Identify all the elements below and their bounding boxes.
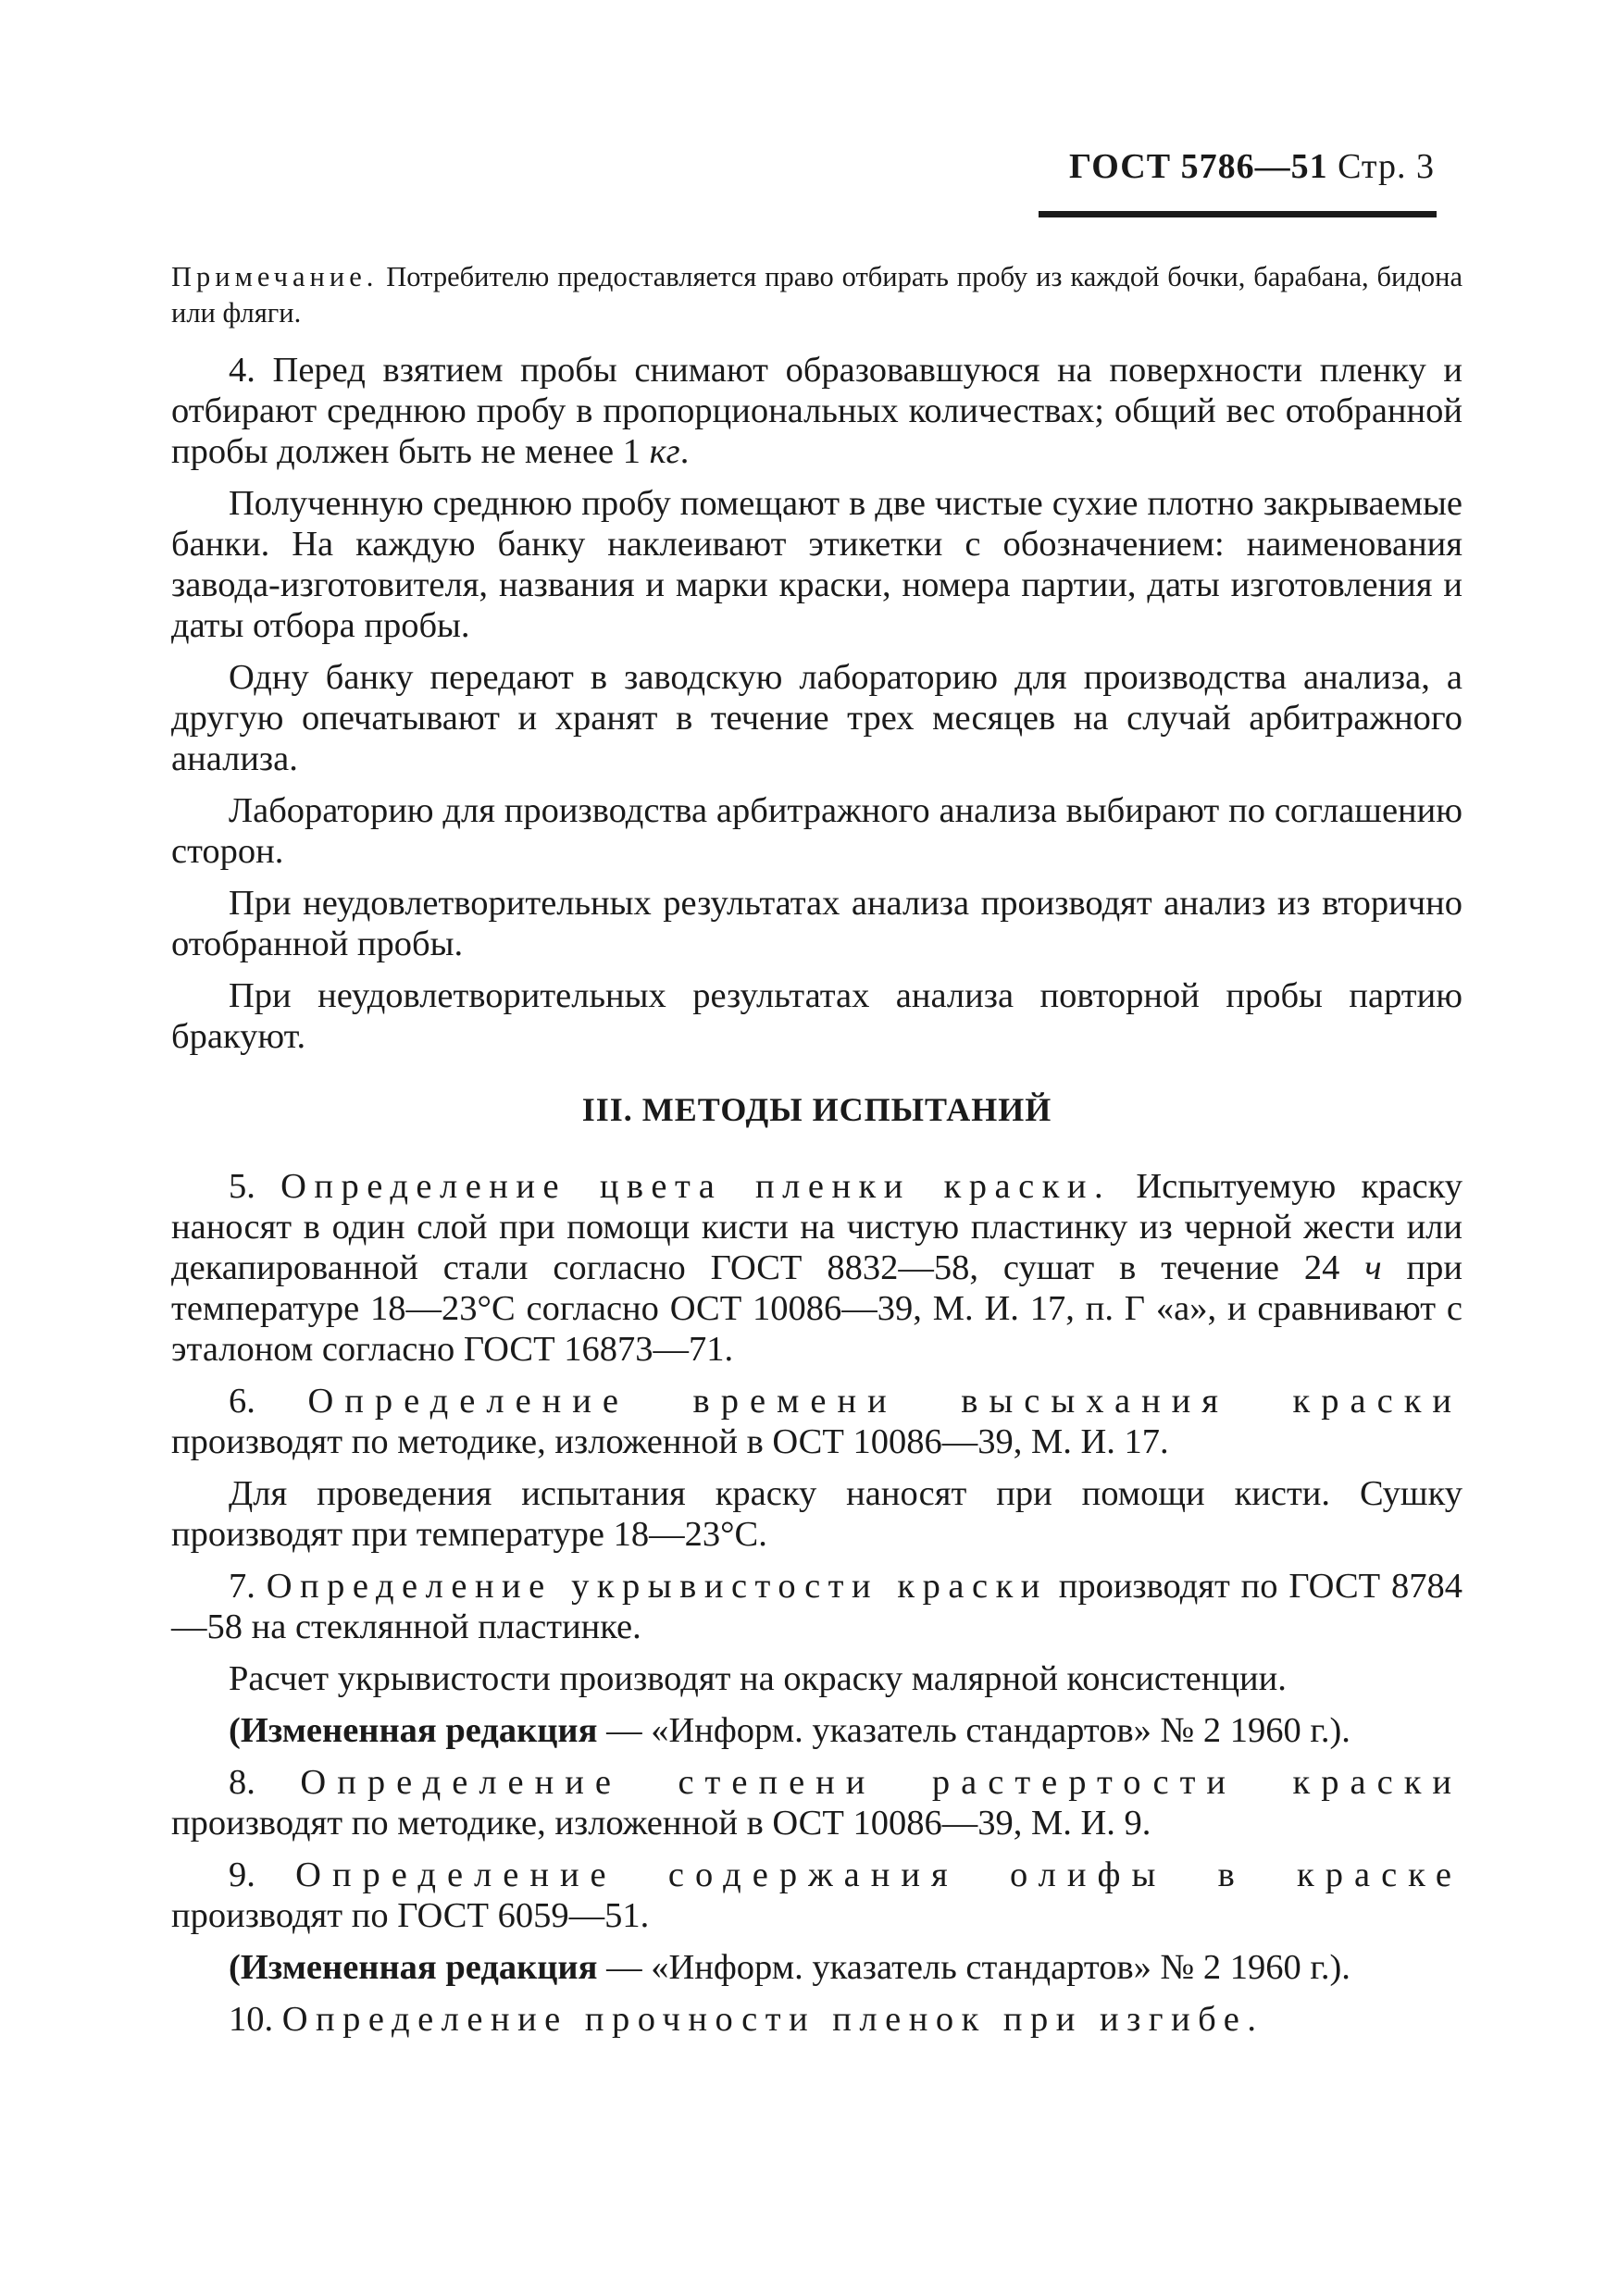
page-number: Стр. 3 <box>1338 147 1435 186</box>
page-header <box>1069 146 1435 187</box>
item-number: 6. <box>229 1382 308 1421</box>
gost-number: ГОСТ 5786—51 <box>1069 147 1328 186</box>
item-text: производят по методике, изложенной в ОСТ 10086—39, М. И. 17. <box>171 1422 1169 1461</box>
paragraph-5 <box>171 1166 1462 1370</box>
amendment-label: (Измененная редакция <box>229 1711 598 1750</box>
paragraph-6b: Для проведения испытания краску наносят при помощи кисти. Сушку производят при температуре 18—23°С. <box>171 1474 1462 1554</box>
amendment-text: — «Информ. указатель стандартов» № 2 1960 г.). <box>597 1711 1350 1750</box>
paragraph-7 <box>171 1566 1462 1647</box>
paragraph-8 <box>171 1762 1462 1843</box>
paragraph-4d: Лабораторию для производства арбитражного анализа выбирают по соглашению сторон. <box>171 791 1462 871</box>
paragraph-10 <box>171 1999 1462 2040</box>
paragraph-6 <box>171 1381 1462 1462</box>
note-paragraph <box>171 259 1462 331</box>
amendment-note-1 <box>171 1710 1462 1751</box>
item-text: производят по ГОСТ 8784—58 на стеклянной пластинке. <box>171 1567 1463 1646</box>
item-title: Определение степени растертости краски <box>300 1763 1463 1802</box>
item-text: Испытуемую краску наносят в один слой при помощи кисти на чистую пластинку из черной жести или декапированной стали согласно ГОСТ 8832—58, сушат в течение 24 <box>171 1167 1463 1287</box>
document-page <box>171 0 1462 2296</box>
item-title: Определение времени высыхания краски <box>307 1382 1462 1421</box>
item-number: 9. <box>229 1855 296 1894</box>
amendment-text: — «Информ. указатель стандартов» № 2 1960 г.). <box>597 1948 1350 1987</box>
paragraph-4-text: 4. Перед взятием пробы снимают образовавшуюся на поверхности пленку и отбирают среднюю пробу в пропорциональных количествах; общий вес отобранной пробы должен быть не менее 1 <box>171 351 1462 471</box>
paragraph-7b: Расчет укрывистости производят на окраску малярной консистенции. <box>229 1659 1287 1698</box>
amendment-note-2 <box>171 1947 1462 1988</box>
item-text-2: при температуре 18—23°С согласно ОСТ 10086—39, М. И. 17, п. Г «а», и сравнивают с эталоном согласно ГОСТ 16873—71. <box>171 1248 1462 1369</box>
item-title: Определение цвета пленки краски. <box>280 1167 1112 1206</box>
document-body <box>171 259 1462 2051</box>
paragraph-4 <box>171 350 1462 472</box>
paragraph-4e: При неудовлетворительных результатах анализа производят анализ из вторично отобранной пробы. <box>171 884 1462 963</box>
unit-kg: кг <box>649 432 680 471</box>
header-rule <box>1039 211 1437 217</box>
item-title: Определение укрывистости краски <box>266 1567 1048 1606</box>
item-number: 7. <box>229 1567 267 1606</box>
unit-hours: ч <box>1364 1248 1382 1287</box>
item-number: 5. <box>229 1167 281 1206</box>
item-number: 10. <box>229 2000 282 2039</box>
item-title: Определение прочности пленок при изгибе. <box>281 2000 1264 2039</box>
note-text: Потребителю предоставляется право отбирать пробу из каждой бочки, барабана, бидона или фляги. <box>171 261 1462 329</box>
note-label: Примечание. <box>171 261 379 292</box>
paragraph-4f: При неудовлетворительных результатах анализа повторной пробы партию бракуют. <box>171 976 1462 1056</box>
item-text: производят по методике, изложенной в ОСТ 10086—39, М. И. 9. <box>171 1804 1151 1843</box>
item-text: производят по ГОСТ 6059—51. <box>171 1896 650 1935</box>
item-number: 8. <box>229 1763 301 1802</box>
item-title: Определение содержания олифы в краске <box>295 1855 1462 1894</box>
paragraph-4-end: . <box>679 432 690 471</box>
paragraph-4b: Полученную среднюю пробу помещают в две чистые сухие плотно закрываемые банки. На каждую банку наклеивают этикетки с обозначением: наименования завода-изготовителя, названия и марки краски, номера партии, даты изготовления и даты отбора пробы. <box>171 484 1462 645</box>
amendment-label: (Измененная редакция <box>229 1948 598 1987</box>
section-title: III. МЕТОДЫ ИСПЫТАНИЙ <box>581 1091 1052 1128</box>
paragraph-4c: Одну банку передают в заводскую лабораторию для производства анализа, а другую опечатывают и хранят в течение трех месяцев на случай арбитражного анализа. <box>171 658 1462 778</box>
paragraph-9 <box>171 1855 1462 1936</box>
